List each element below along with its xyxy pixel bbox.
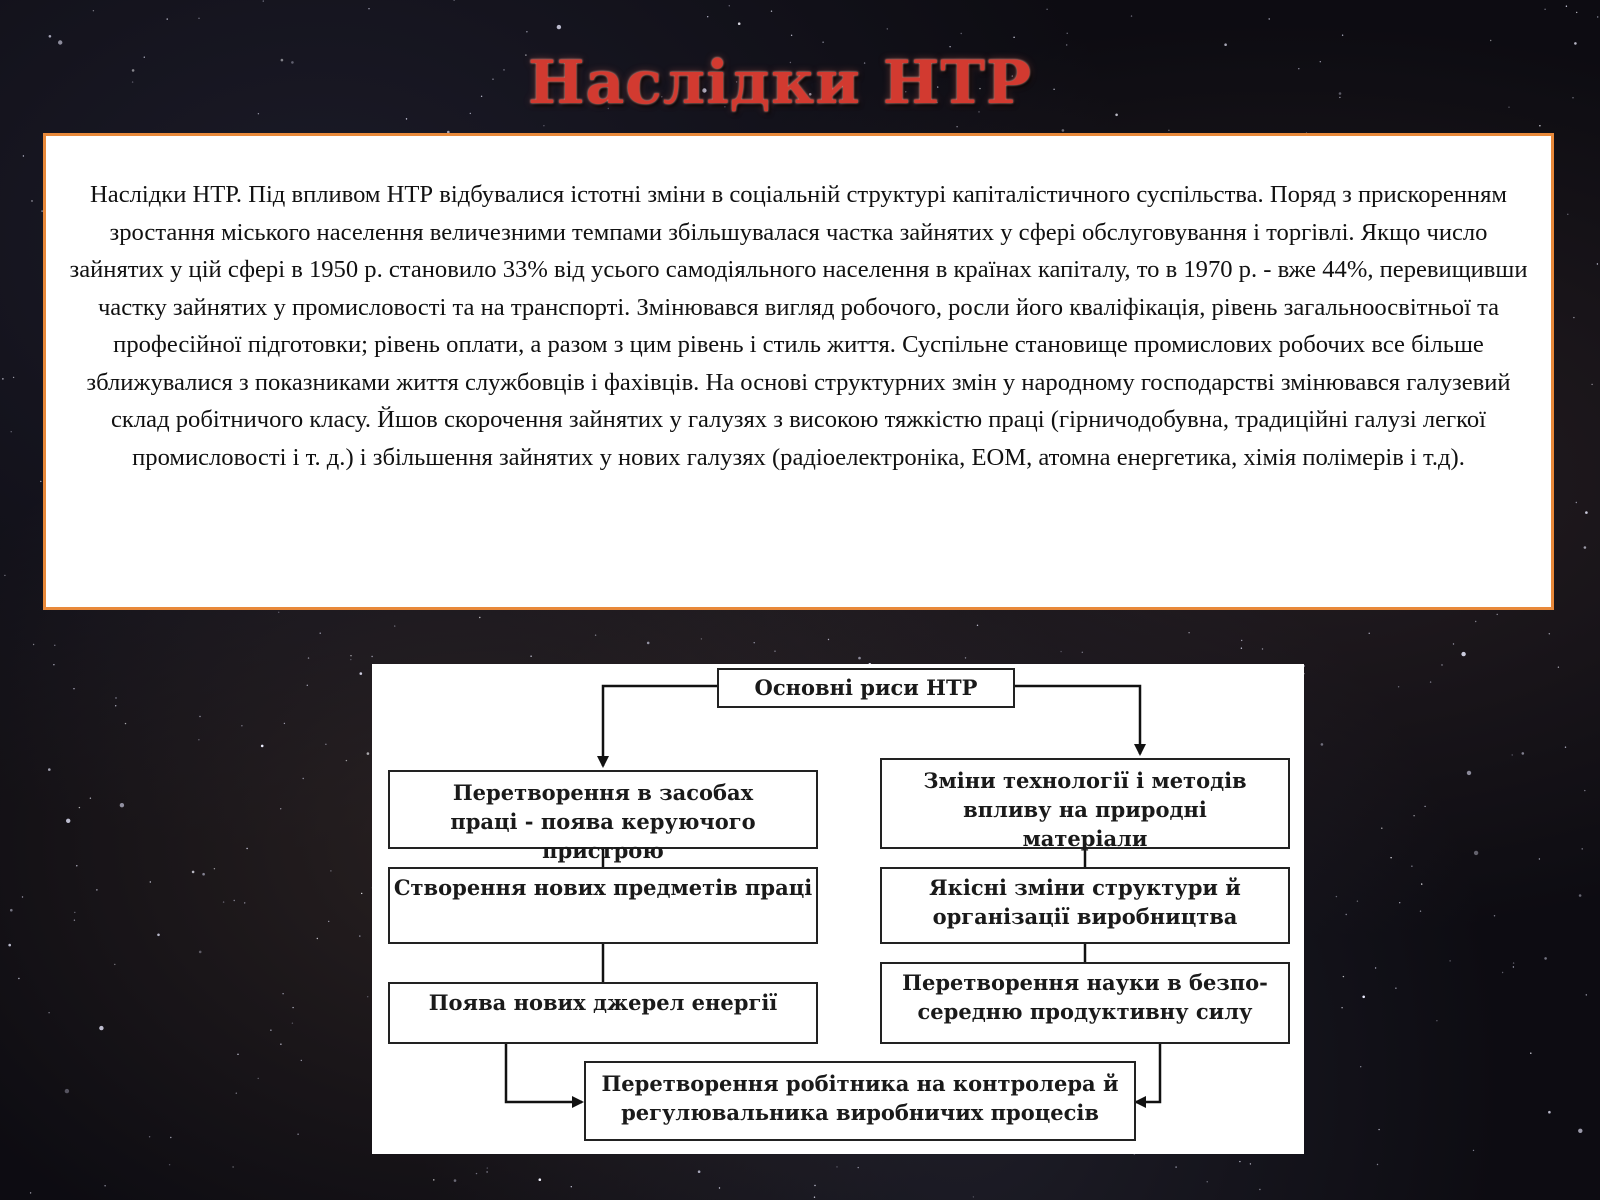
diagram-box-left-3: Поява нових джерел енергії [388,982,818,1044]
arrow-to-right-column [1015,686,1140,754]
arrow-left-to-bottom [506,1044,582,1102]
ntr-features-diagram [372,664,1304,1154]
arrow-right-to-bottom [1136,1044,1160,1102]
text-panel [43,133,1554,610]
diagram-box-left-1: Перетворення в засобах праці - поява керуючого пристрою [388,770,818,849]
diagram-box-main: Основні риси НТР [717,668,1015,708]
arrow-to-left-column [603,686,717,766]
diagram-box-right-1: Зміни технології і методів впливу на природні матеріали [880,758,1290,849]
slide-title: Наслідки НТР [527,48,1033,118]
diagram-box-bottom: Перетворення робітника на контролера й регулювальника виробничих процесів [584,1061,1136,1141]
diagram-box-right-2: Якісні зміни структури й організації виробництва [880,867,1290,944]
diagram-box-left-2: Створення нових предметів праці [388,867,818,944]
body-paragraph: Наслідки НТР. Під впливом НТР відбувалися істотні зміни в соціальній структурі капіталістичного суспільства. Поряд з прискоренням зростання міського населення величезними темпами збільшувалася частка зайнятих у сфері обслуговування і торгівлі. Якщо число зайнятих у цій сфері в 1950 р. становило 33% від усього самодіяльного населення в країнах капіталу, то в 1970 р. - вже 44%, перевищивши частку зайнятих у промисловості та на транспорті. Змінювався вигляд робочого, росли його кваліфікація, рівень загальноосвітньої та професійної підготовки; рівень оплати, а разом з цим рівень і стиль життя. Суспільне становище промислових робочих все більше зближувалися з показниками життя службовців і фахівців. На основі структурних змін у народному господарстві змінювався галузевий склад робітничого класу. Йшов скорочення зайнятих у галузях з високою тяжкістю праці (гірничодобувна, традиційні галузі легкої промисловості і т. д.) і збільшення зайнятих у нових галузях (радіоелектроніка, ЕОМ, атомна енергетика, хімія полімерів і т.д). [69,181,1528,471]
diagram-box-right-3: Перетворення науки в безпо-середню продуктивну силу [880,962,1290,1044]
